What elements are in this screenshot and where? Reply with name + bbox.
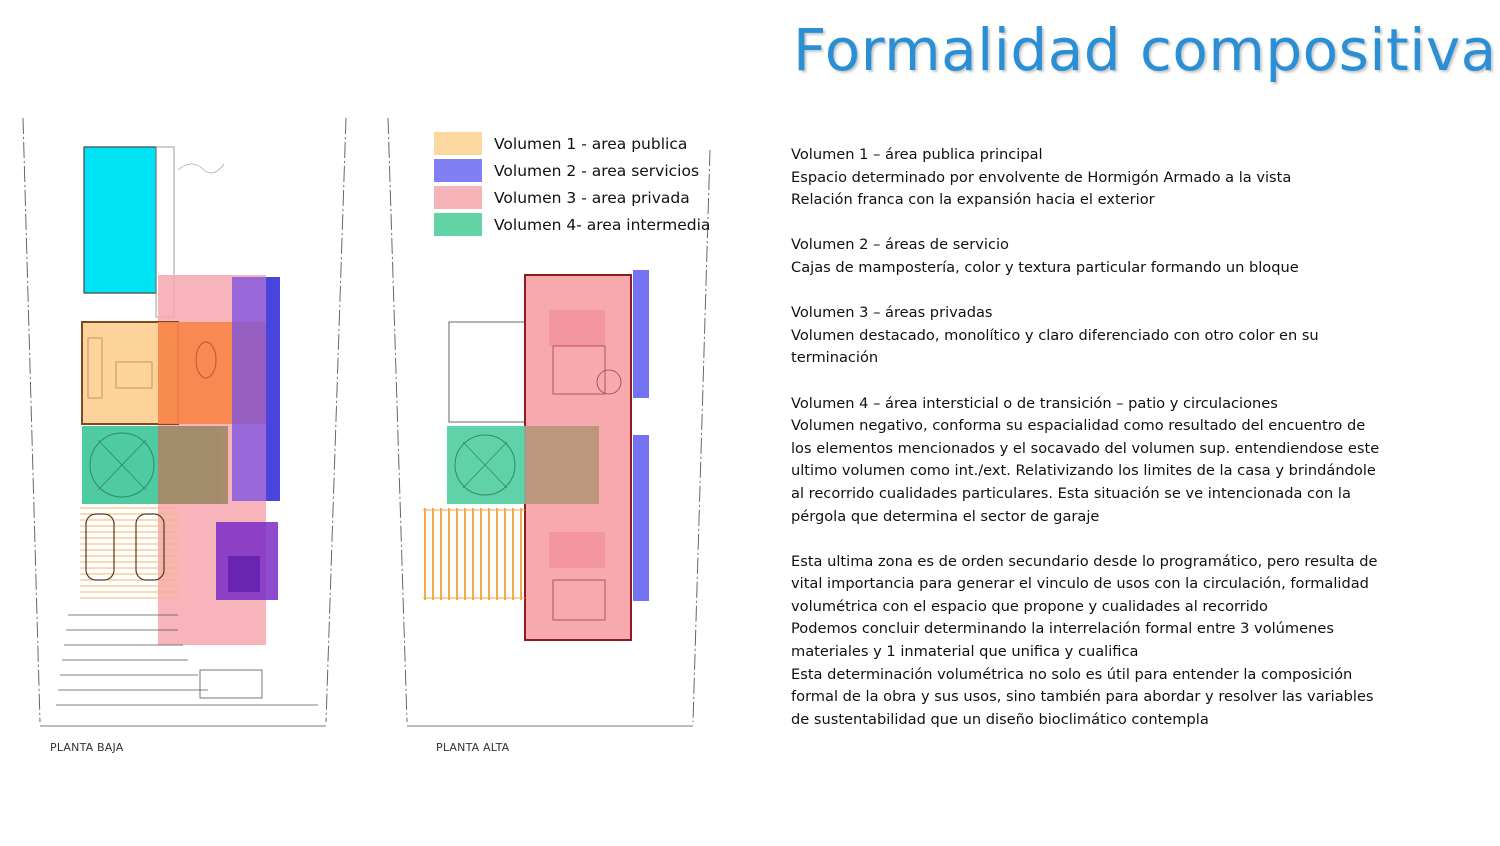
text-line: Podemos concluir determinando la interrelación formal entre 3 volúmenes — [791, 620, 1334, 638]
text-line: al recorrido cualidades particulares. Esta situación se ve intencionada con la — [791, 484, 1351, 502]
legend-swatch — [434, 186, 482, 209]
text-line: Esta determinación volumétrica no solo es útil para entender la composición — [791, 665, 1353, 683]
text-line: Cajas de mampostería, color y textura particular formando un bloque — [791, 258, 1299, 276]
legend-label: Volumen 4- area intermedia — [494, 215, 711, 234]
legend-label: Volumen 1 - area publica — [494, 134, 688, 153]
paragraph-volume-1 — [791, 144, 1431, 212]
text-line: Esta ultima zona es de orden secundario desde lo programático, pero resulta de — [791, 552, 1378, 570]
text-line: los elementos mencionados y el socavado del volumen sup. entendiendose este — [791, 439, 1380, 457]
text-line: Volumen 4 – área intersticial o de transición – patio y circulaciones — [791, 394, 1278, 412]
paragraph-conclusion — [791, 551, 1431, 732]
text-line: formal de la obra y sus usos, sino también para abordar y resolver las variables — [791, 688, 1374, 706]
text-line: Espacio determinado por envolvente de Hormigón Armado a la vista — [791, 168, 1292, 186]
text-line: Volumen 3 – áreas privadas — [791, 304, 993, 322]
paragraph-volume-4 — [791, 393, 1431, 529]
text-line: vital importancia para generar el vinculo de usos con la circulación, formalidad — [791, 575, 1369, 593]
text-line: Volumen 2 – áreas de servicio — [791, 236, 1009, 254]
legend-swatch — [434, 213, 482, 236]
legend-label: Volumen 3 - area privada — [494, 188, 690, 207]
legend-label: Volumen 2 - area servicios — [494, 161, 700, 180]
ground-floor-drawing — [18, 110, 353, 735]
page-title: Formalidad compositiva — [793, 16, 1497, 84]
legend-swatch — [434, 159, 482, 182]
upper-floor-label: PLANTA ALTA — [436, 741, 510, 754]
text-line: volumétrica con el espacio que propone y cualidades al recorrido — [791, 597, 1268, 615]
paragraph-volume-3 — [791, 302, 1431, 370]
description-text — [791, 144, 1431, 731]
legend-swatch — [434, 132, 482, 155]
legend-item-volume-2 — [434, 157, 724, 184]
legend-item-volume-3 — [434, 184, 724, 211]
ground-floor-plan — [18, 110, 353, 735]
text-line: Relación franca con la expansión hacia el exterior — [791, 191, 1155, 209]
text-line: Volumen destacado, monolítico y claro diferenciado con otro color en su — [791, 326, 1319, 344]
text-line: Volumen negativo, conforma su espacialidad como resultado del encuentro de — [791, 417, 1366, 435]
paragraph-volume-2 — [791, 234, 1431, 279]
text-line: Volumen 1 – área publica principal — [791, 146, 1043, 163]
legend-item-volume-1 — [434, 130, 724, 157]
text-line: de sustentabilidad que un diseño bioclimático contempla — [791, 710, 1209, 728]
text-line: ultimo volumen como int./ext. Relativizando los limites de la casa y brindándole — [791, 462, 1376, 480]
text-line: materiales y 1 inmaterial que unifica y cualifica — [791, 643, 1139, 661]
volume-legend — [434, 130, 724, 238]
text-line: terminación — [791, 349, 879, 367]
text-line: pérgola que determina el sector de garaje — [791, 507, 1100, 525]
ground-floor-label: PLANTA BAJA — [50, 741, 124, 754]
legend-item-volume-4 — [434, 211, 724, 238]
